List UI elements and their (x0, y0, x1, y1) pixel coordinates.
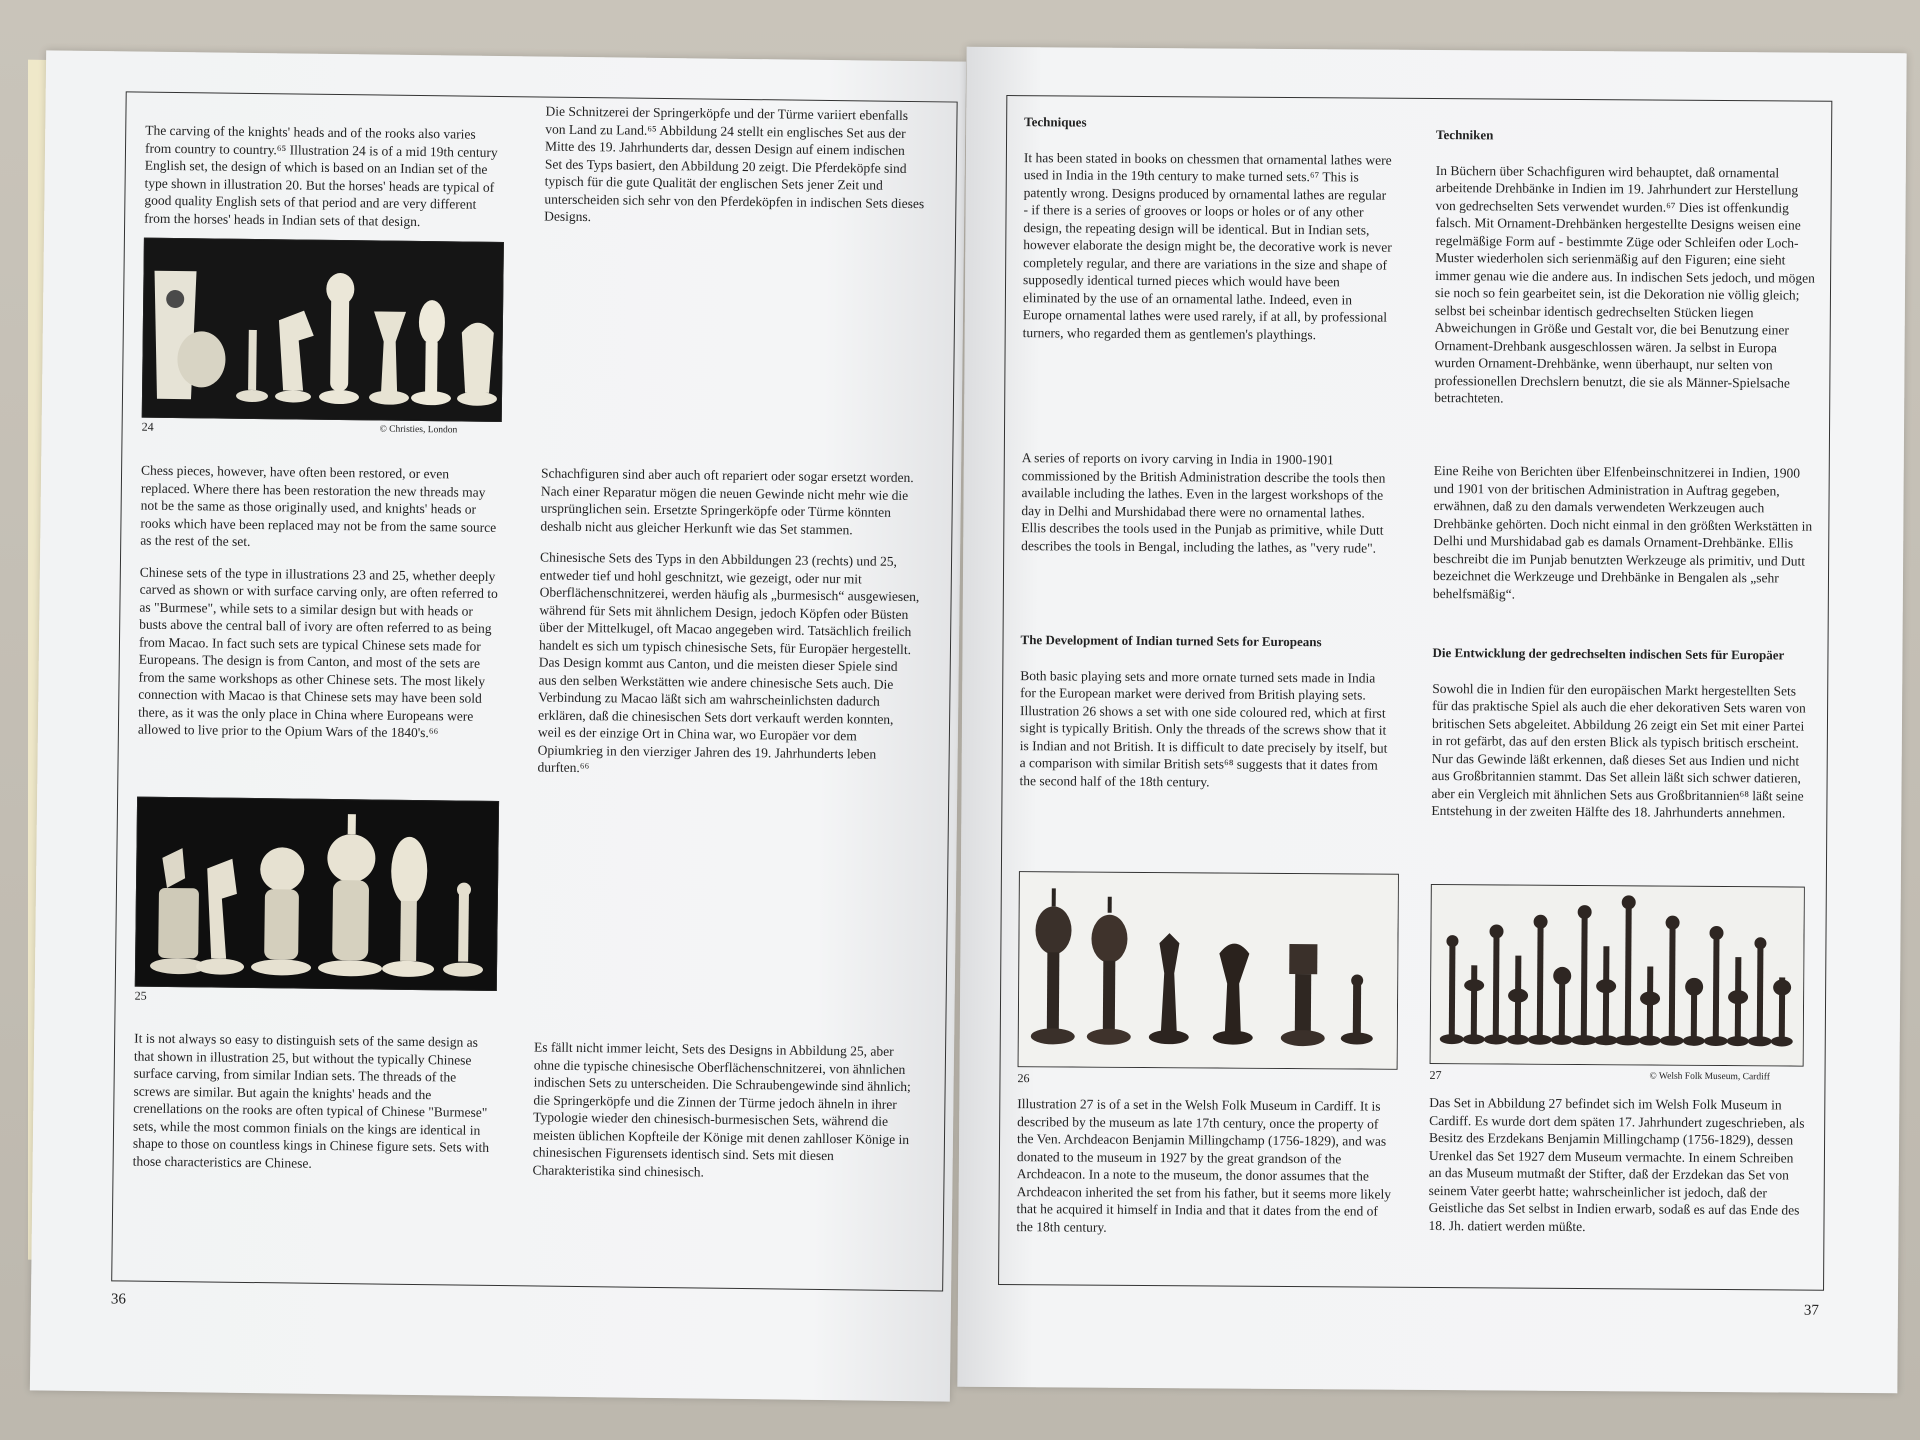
entwicklung-heading: Die Entwicklung der gedrechselten indischen Sets für Europäer (1432, 645, 1785, 663)
figure-27-credit: © Welsh Folk Museum, Cardiff (1649, 1071, 1770, 1083)
left-english-column (144, 122, 505, 241)
figure-24-number: 24 (141, 419, 154, 434)
right-en-paragraph-4: Illustration 27 is of a set in the Welsh Folk Museum in Cardiff. It is described by the museum as late 17th century, once the property of the Ven. Archdeacon Benjamin Millingchamp (1756-1829), and was donated to the museum in 1927 by the great grandson of the Archdeacon. In a note to the museum, the donor assumes that the Archdeacon inherited the set from his father, but it seems more likely that he acquired it himself in India and that it dates from the end of the 18th century. (1016, 1096, 1392, 1235)
left-german-column-3 (532, 1038, 914, 1193)
left-de-paragraph-2: Schachfiguren sind aber auch oft repariert oder sogar ersetzt worden. Nach einer Reparatur mögen die neuen Gewinde nicht mehr wie die ursprünglichen sein. Ersetzte Springerköpfe oder Türme könnten deshalb nicht aus gleicher Herkunft wie das Set stammen. (540, 465, 914, 537)
left-german-column-2 (537, 465, 921, 791)
right-german-column-2 (1433, 462, 1814, 615)
right-page-number: 37 (1803, 1302, 1819, 1319)
left-en-paragraph-3: Chinese sets of the type in illustrations 23 and 25, whether deeply carved as shown or with surface carving only, are often referred to as "Burmese", while sets to a similar design but with heads or busts above the central ball of ivory are often referred to as being from Macao. In fact such sets are typical Chinese sets made for Europeans. The design is from Canton, and most of the sets are from the same workshops as other Chinese sets. The most likely connection with Macao is that Chinese sets may have been sold there, as it was the only place in China where Europeans were allowed to live prior to the Opium Wars of the 1840's.⁶⁶ (137, 564, 498, 741)
left-english-column-2 (138, 462, 501, 753)
chess-pieces-25-image (136, 798, 499, 991)
left-en-paragraph-4: It is not always so easy to distinguish sets of the same design as that shown in illustration 25, but without the typically Chinese surface carving, from similar Indian sets. The threads of the screws are similar. But again the knights' heads and the crenellations on the rooks are often typical of Chinese "Burmese" sets, while the most common finials on the kings are identical in shape to those on countless kings in Chinese figure sets. Sets with those characteristics are Chinese. (132, 1030, 490, 1171)
left-en-paragraph-1: The carving of the knights' heads and of the rooks also varies from country to country.⁶⁵ Illustration 24 is of a mid 19th century English set, the design of which is based on an Indian set of the type shown in illustration 20. But the horses' heads are typical of good quality English sets of that period and are very different from the horses' heads in Indian sets of that design. (144, 122, 498, 229)
left-german-column (544, 103, 926, 240)
right-de-paragraph-2: Eine Reihe von Berichten über Elfenbeinschnitzerei in Indien, 1900 und 1901 von der britischen Administration in Auftrag gegeben, erwähnen, daß zu den damals verwendeten Werkzeugen auch Drehbänke gehörten. Doch nicht einmal in den größten Werkstätten in Delhi und Murshidabad gab es damals Ornament-Drehbänke. Ellis beschreibt die im Punjab benutzten Werkzeuge als primitiv, und Dutt bezeichnet die Werkzeuge und Drehbänke in Bengalen als „sehr behelfsmäßig“. (1432, 463, 1813, 602)
left-de-paragraph-1: Die Schnitzerei der Springerköpfe und der Türme variiert ebenfalls von Land zu Land.⁶⁵ Abbildung 24 stellt ein englisches Set aus der Mitte des 19. Jahrhunderts dar, dessen Design auf einem indischen Set des Typs basiert, den Abbildung 20 zeigt. Die Pferdeköpfe sind typisch für die gute Qualität der englischen Sets jener Zeit und unterscheiden sich sehr von den Pferdeköpfen in indischen Sets dieses Designs. (544, 103, 925, 225)
figure-24-photo (142, 238, 504, 422)
right-de-paragraph-4: Das Set in Abbildung 27 befindet sich im Welsh Folk Museum in Cardiff. Es wurde dort dem späten 17. Jahrhundert zugeschrieben, als Besitz des Erzdekans Benjamin Millingchamp (1756-1829), dessen Urenkel das Set 1927 dem Museum vermachte. In einem Schreiben an das Museum mutmaßt der Stifter, daß der Erzdekan das Set von seinem Vater geerbt hatte; wahrscheinlicher ist jedoch, daß der Geistliche das Set selbst in Indien erwarb, sodaß es auf das Ende des 18. Jh. datiert werden müßte. (1428, 1094, 1805, 1234)
left-page (30, 50, 966, 1401)
right-english-column (1023, 113, 1395, 354)
right-en-paragraph-3: Both basic playing sets and more ornate turned sets made in India for the European market were derived from British playing sets. Illustration 26 shows a set with one side coloured red, which at first sight is typically British. Only the threads of the screws show that it is Indian and not British. It is difficult to date precisely by itself, but a comparison with similar British sets⁶⁸ suggests that it dates from the second half of the 18th century. (1019, 667, 1388, 789)
right-de-paragraph-3: Sowohl die in Indien für den europäischen Markt hergestellten Sets für das praktische Spiel als auch die eher dekorativen Sets waren von britischen Sets abgeleitet. Abbildung 26 zeigt ein Set mit einer Partei in rot gefärbt, das auf den ersten Blick als typisch britisch erscheint. Nur das Gewinde läßt erkennen, daß dieses Set aus Indien und nicht aus Großbritannien stammt. Das Set allein läßt sich schwer datieren, aber ein Vergleich mit ähnlichen Sets aus Großbritannien⁶⁸ läßt seine Entstehung in der zweiten Hälfte des 18. Jahrhunderts annehmen. (1431, 680, 1806, 821)
figure-24-credit: © Christies, London (379, 424, 458, 436)
figure-27-number: 27 (1429, 1067, 1442, 1083)
right-de-paragraph-1: In Büchern über Schachfiguren wird behauptet, daß ornamental arbeitende Drehbänke in Indien im 19. Jahrhundert zur Herstellung von gedrechselten Sets verwendet wurden.⁶⁷ Dies ist offenkundig falsch. Mit Ornament-Drehbänken hergestellte Designs weisen eine regelmäßige Form auf - bestimmte Züge oder Schleifen oder Loch-Muster wiederholen sich serienmäßig auf den Figuren; eine sieht immer genau wie die andere aus. In indischen Sets jedoch, und mögen sie noch so fein gearbeitet sein, ist die Dekoration nie völlig gleich; selbst bei scheinbar identisch gedrechselten Stücken liegen Abweichungen in Größe und Gestalt vor, die bei Benutzung einer Ornament-Drehbank ausgeschlossen wären. Ja selbst in Europa wurden Ornament-Drehbänke, wenn überhaupt, nur selten von professionellen Drechslern benutzt, die sie als Männer-Spielsache betrachteten. (1434, 162, 1815, 406)
right-german-column (1434, 126, 1816, 419)
right-english-column-2 (1021, 449, 1392, 567)
figure-25-photo (135, 797, 499, 991)
figure-27-photo (1430, 884, 1805, 1067)
right-german-column-4 (1428, 1094, 1809, 1247)
figure-26-number: 26 (1017, 1071, 1030, 1086)
techniken-heading: Techniken (1436, 127, 1494, 143)
figure-25-number: 25 (134, 988, 147, 1003)
chess-pieces-24-image (143, 239, 504, 422)
right-en-paragraph-1: It has been stated in books on chessmen that ornamental lathes were used in India in the 19th century to make turned sets.⁶⁷ This is patently wrong. Designs produced by ornamental lathes are regular - if there is a series of grooves or loops or holes or of any other design, the repeating design will be identical. But in Indian sets, however elaborate the design might be, the decorative work is never completely regular, and there are variations in the size and shape of supposedly identical turned pieces which would have been eliminated by the use of an ornamental lathe. Indeed, even in Europe ornamental lathes were used rarely, if at all, by professional turners, who regarded them as gentlemen's playthings. (1022, 149, 1392, 342)
development-heading: The Development of Indian turned Sets for Europeans (1020, 632, 1322, 650)
figure-26-photo (1018, 871, 1399, 1070)
chess-pieces-27-image (1431, 885, 1805, 1067)
right-page (957, 47, 1906, 1394)
left-de-paragraph-3: Chinesische Sets des Typs in den Abbildungen 23 (rechts) und 25, entweder tief und hohl geschnitzt, wie gezeigt, oder nur mit Oberflächenschnitzerei, werden häufig als „burmesisch“ ausgewiesen, während für Sets mit ähnlichem Design, jedoch Köpfen oder Büsten über der Mittelkugel, oft Macao angegeben wird. Tatsächlich freilich handelt es sich um typisch chinesische Sets, für Europäer hergestellt. Das Design kommt aus Canton, und die meisten dieser Spiele sind aus den selben Werkstätten wie andere chinesische Sets auch. Die Verbindung zu Macao läßt sich am wahrscheinlichsten dadurch erklären, daß die chinesischen Sets dort verkauft werden konnten, weil es der einzige Ort in China war, wo Europäer vor dem Opiumkrieg in den vierziger Jahren des 19. Jahrhunderts leben durften.⁶⁶ (537, 549, 920, 776)
left-de-paragraph-4: Es fällt nicht immer leicht, Sets des Designs in Abbildung 25, aber ohne die typische chinesische Oberflächenschnitzerei, von ähnlichen indischen Sets zu unterscheiden. Die Schraubengewinde sind ähnlich; die Springerköpfe und die Zinnen der Türme jedoch ähneln in ihrer Typologie wieder den chinesisch-burmesischen Sets, während die meisten üblichen Kopfteile der Könige mit denen zahlloser Könige in chinesischen Figurensets identisch sind. Sets mit diesen Charakteristika sind chinesisch. (532, 1039, 911, 1180)
left-page-number: 36 (110, 1291, 127, 1308)
techniques-heading: Techniques (1024, 114, 1087, 130)
right-german-column-3 (1431, 644, 1812, 832)
chess-pieces-26-image (1019, 872, 1399, 1070)
left-english-column-3 (132, 1030, 494, 1184)
left-en-paragraph-2: Chess pieces, however, have often been restored, or even replaced. Where there has been restoration the new threads may not be the same as those originally used, and knights' heads or rooks which have been replaced may not be from the same source as the rest of the set. (140, 462, 497, 549)
right-en-paragraph-2: A series of reports on ivory carving in India in 1900-1901 commissioned by the British Administration describe the tools then available including the lathes. Even in the largest workshops of the day in Delhi and Murshidabad there were no ornamental lathes. Ellis describes the tools used in the Punjab as primitive, while Dutt describes the tools in Bengal, including the lathes, as "very rude". (1021, 450, 1386, 556)
right-english-column-3 (1019, 631, 1390, 802)
right-english-column-4 (1016, 1095, 1397, 1248)
